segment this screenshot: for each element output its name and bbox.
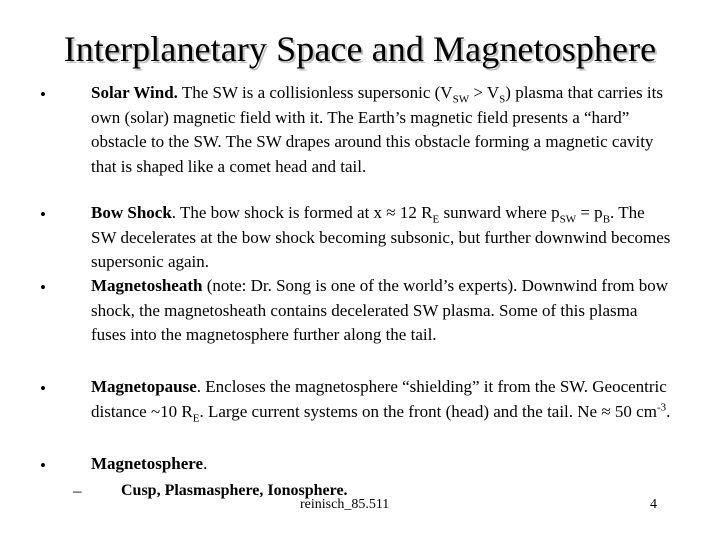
- bullet-marker: •: [40, 379, 46, 398]
- footer-course-id: reinisch_85.511: [300, 497, 390, 512]
- text-segment: . The SW decelerates at the bow shock becoming subsonic, but further downwind becomes supersonic again.: [91, 203, 671, 271]
- term-magnetopause: Magnetopause: [91, 377, 197, 396]
- sub-bullet-dash: –: [73, 481, 82, 500]
- text-segment: . The bow shock is formed at x ≈ 12 R: [171, 203, 433, 222]
- text-segment: . Large current systems on the front (head) and the tail. Ne ≈ 50 cm: [199, 401, 657, 421]
- term-solar-wind: Solar Wind.: [91, 83, 178, 102]
- bullet-item-magnetosphere: [91, 452, 671, 477]
- text-segment: sunward where p: [439, 203, 560, 222]
- page-number: 4: [650, 497, 657, 512]
- term-bow-shock: Bow Shock: [91, 203, 172, 222]
- text-segment: .: [666, 401, 671, 421]
- bullet-marker: •: [40, 278, 46, 297]
- bullet-item-solar-wind: [91, 81, 671, 179]
- subscript: S: [499, 93, 506, 106]
- bullet-marker: •: [40, 456, 46, 475]
- text-segment: The SW is a collisionless supersonic (V: [177, 83, 453, 102]
- sub-bullet-item: Cusp, Plasmasphere, Ionosphere.: [121, 482, 348, 499]
- slide-title: Interplanetary Space and Magnetosphere: [63, 29, 657, 69]
- bullet-item-magnetopause: [91, 375, 671, 424]
- text-segment: > V: [469, 83, 500, 102]
- text-segment: = p: [576, 203, 603, 222]
- bullet-item-magnetosheath: [91, 274, 671, 348]
- superscript: -3: [656, 400, 667, 413]
- text-segment: ) plasma that carries its own (solar) magnetic field with it. The Earth’s magnetic field presents a “hard” obstacle to the SW. The SW drapes around this obstacle forming a magnetic cavity that is shaped like a comet head and tail.: [91, 83, 663, 176]
- term-magnetosheath: Magnetosheath: [91, 276, 203, 295]
- term-magnetosphere: Magnetosphere: [91, 454, 204, 473]
- text-segment: (note: Dr. Song is one of the world’s experts). Downwind from bow shock, the magnetosheath contains decelerated SW plasma. Some of this plasma fuses into the magnetosphere further along the tail.: [91, 276, 669, 344]
- text-segment: .: [203, 454, 208, 473]
- subscript: SW: [559, 213, 577, 226]
- subscript: E: [192, 411, 200, 424]
- subscript: B: [602, 213, 611, 226]
- subscript: SW: [452, 93, 470, 106]
- bullet-item-bow-shock: [91, 201, 671, 275]
- text-segment: . Encloses the magnetosphere “shielding” it from the SW. Geocentric distance ~10 R: [91, 377, 667, 421]
- bullet-marker: •: [40, 205, 46, 224]
- subscript: E: [432, 213, 440, 226]
- bullet-marker: •: [40, 85, 46, 104]
